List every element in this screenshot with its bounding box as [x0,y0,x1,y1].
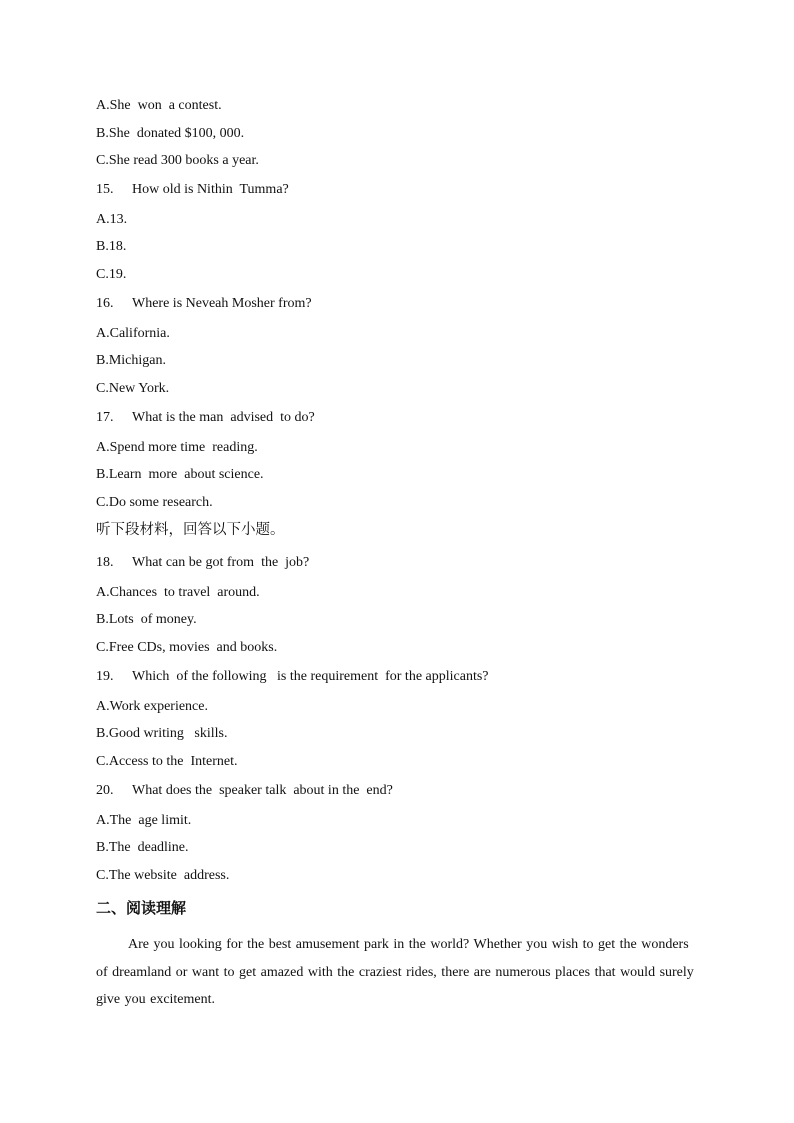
question-number: 15. [96,182,114,197]
section-heading: 二、阅读理解 [96,899,187,917]
question-number: 17. [96,410,114,425]
option-line: A.The age limit. [96,813,192,828]
option-line: C.New York. [96,381,170,396]
question-number: 19. [96,669,114,684]
question-text: What can be got from the job? [132,555,310,570]
option-line: A.Work experience. [96,699,208,714]
question-number: 20. [96,783,114,798]
option-line: A.Spend more time reading. [96,440,258,455]
option-line: A.She won a contest. [96,98,222,113]
option-line: B.Learn more about science. [96,467,264,482]
option-line: B.She donated $100, 000. [96,126,245,141]
option-line: A.California. [96,326,170,341]
question-text: How old is Nithin Tumma? [132,182,289,197]
option-line: C.The website address. [96,868,230,883]
option-line: C.19. [96,267,127,282]
option-line: C.Do some research. [96,495,213,510]
option-line: B.The deadline. [96,840,189,855]
question-16 [96,295,312,313]
question-17 [96,409,315,427]
question-text: Where is Neveah Mosher from? [132,296,312,311]
option-line: B.Lots of money. [96,612,197,627]
listening-instruction: 听下段材料，回答以下小题。 [96,522,285,538]
option-line: A.13. [96,212,128,227]
option-line: C.Free CDs, movies and books. [96,640,278,655]
question-19 [96,668,489,686]
reading-passage: Are you looking for the best amusement park in the world? Whether you wish to get the wonders of dreamland or want to get amazed with the craziest rides, there are numerous places that would surely give you excitement. [96,937,694,1007]
question-text: What does the speaker talk about in the end? [132,783,393,798]
option-line: C.She read 300 books a year. [96,153,259,168]
option-line: B.Good writing skills. [96,726,228,741]
question-text: Which of the following is the requirement for the applicants? [132,669,489,684]
question-number: 16. [96,296,114,311]
question-18 [96,554,309,572]
option-line: B.Michigan. [96,353,166,368]
option-line: C.Access to the Internet. [96,754,238,769]
question-20 [96,782,393,800]
question-number: 18. [96,555,114,570]
question-15 [96,181,289,199]
option-line: B.18. [96,239,127,254]
option-line: A.Chances to travel around. [96,585,260,600]
question-text: What is the man advised to do? [132,410,315,425]
